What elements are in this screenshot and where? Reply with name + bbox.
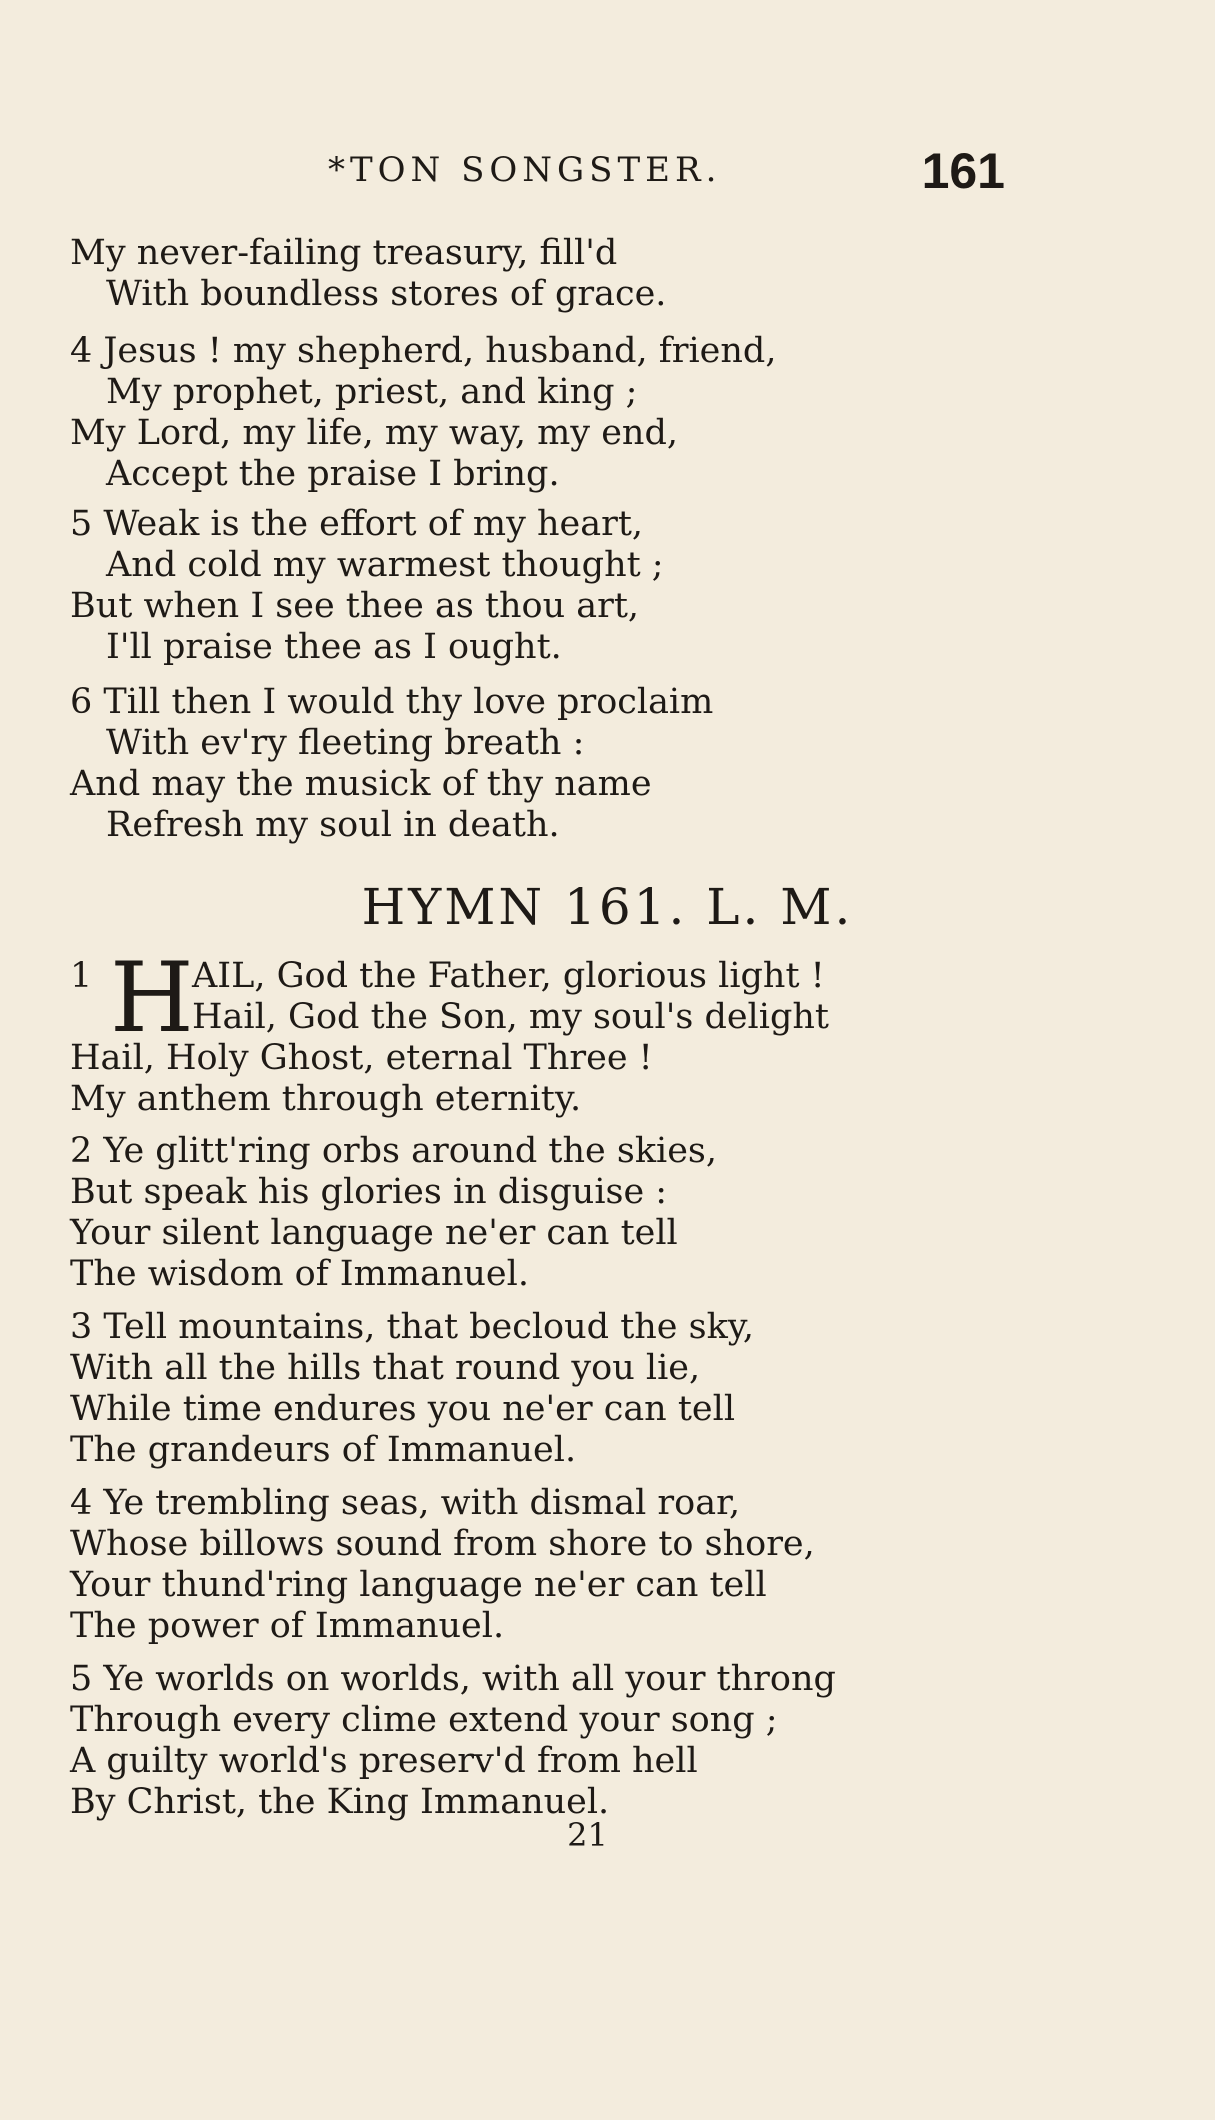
verse-line: Hail, God the Son, my soul's delight	[192, 997, 829, 1037]
verse-line: With ev'ry fleeting breath :	[106, 723, 585, 763]
verse-line: 6 Till then I would thy love proclaim	[70, 682, 714, 722]
verse-line: My prophet, priest, and king ;	[106, 372, 638, 412]
verse-line: 5 Weak is the effort of my heart,	[70, 504, 644, 544]
page-number: 161	[921, 143, 1005, 199]
verse-line: Your thund'ring language ne'er can tell	[70, 1565, 767, 1605]
verse-line: Whose billows sound from shore to shore,	[70, 1524, 815, 1564]
verse-line: But when I see thee as thou art,	[70, 586, 640, 626]
running-title: *TON SONGSTER.	[328, 150, 722, 190]
verse-line: I'll praise thee as I ought.	[106, 627, 562, 667]
verse-line: Hail, Holy Ghost, eternal Three !	[70, 1038, 653, 1078]
running-header	[0, 143, 1215, 210]
verse-line: The wisdom of Immanuel.	[70, 1254, 529, 1294]
verse-line: The grandeurs of Immanuel.	[70, 1430, 577, 1470]
verse-line: But speak his glories in disguise :	[70, 1172, 668, 1212]
verse-line: While time endures you ne'er can tell	[70, 1389, 736, 1429]
verse-line: My never-failing treasury, fill'd	[70, 233, 618, 273]
verse-line: My anthem through eternity.	[70, 1079, 582, 1119]
verse-line: AIL, God the Father, glorious light !	[192, 956, 825, 996]
verse-line: Through every clime extend your song ;	[70, 1700, 778, 1740]
verse-line: 3 Tell mountains, that becloud the sky,	[70, 1307, 755, 1347]
signature-mark-text: 21	[567, 1816, 608, 1854]
verse-line: Accept the praise I bring.	[106, 454, 560, 494]
signature-mark	[0, 1816, 1215, 1854]
drop-cap-letter: H	[110, 942, 194, 1054]
verse-line: 4 Jesus ! my shepherd, husband, friend,	[70, 331, 777, 371]
verse-line: 4 Ye trembling seas, with dismal roar,	[70, 1483, 741, 1523]
verse-line: The power of Immanuel.	[70, 1606, 505, 1646]
verse-line: Your silent language ne'er can tell	[70, 1213, 678, 1253]
verse-line: By Christ, the King Immanuel.	[70, 1782, 610, 1822]
verse-line: A guilty world's preserv'd from hell	[70, 1741, 698, 1781]
verse-line: And may the musick of thy name	[70, 764, 652, 804]
verse-line: Refresh my soul in death.	[106, 805, 560, 845]
verse-line: My Lord, my life, my way, my end,	[70, 413, 678, 453]
verse-line: And cold my warmest thought ;	[106, 545, 664, 585]
verse-line: 5 Ye worlds on worlds, with all your throng	[70, 1659, 836, 1699]
verse-line: 2 Ye glitt'ring orbs around the skies,	[70, 1131, 718, 1171]
hymn-heading: HYMN 161. L. M.	[361, 878, 854, 936]
verse-line: With all the hills that round you lie,	[70, 1348, 701, 1388]
verse-line: With boundless stores of grace.	[106, 274, 667, 314]
stanza-number: 1	[70, 956, 93, 996]
